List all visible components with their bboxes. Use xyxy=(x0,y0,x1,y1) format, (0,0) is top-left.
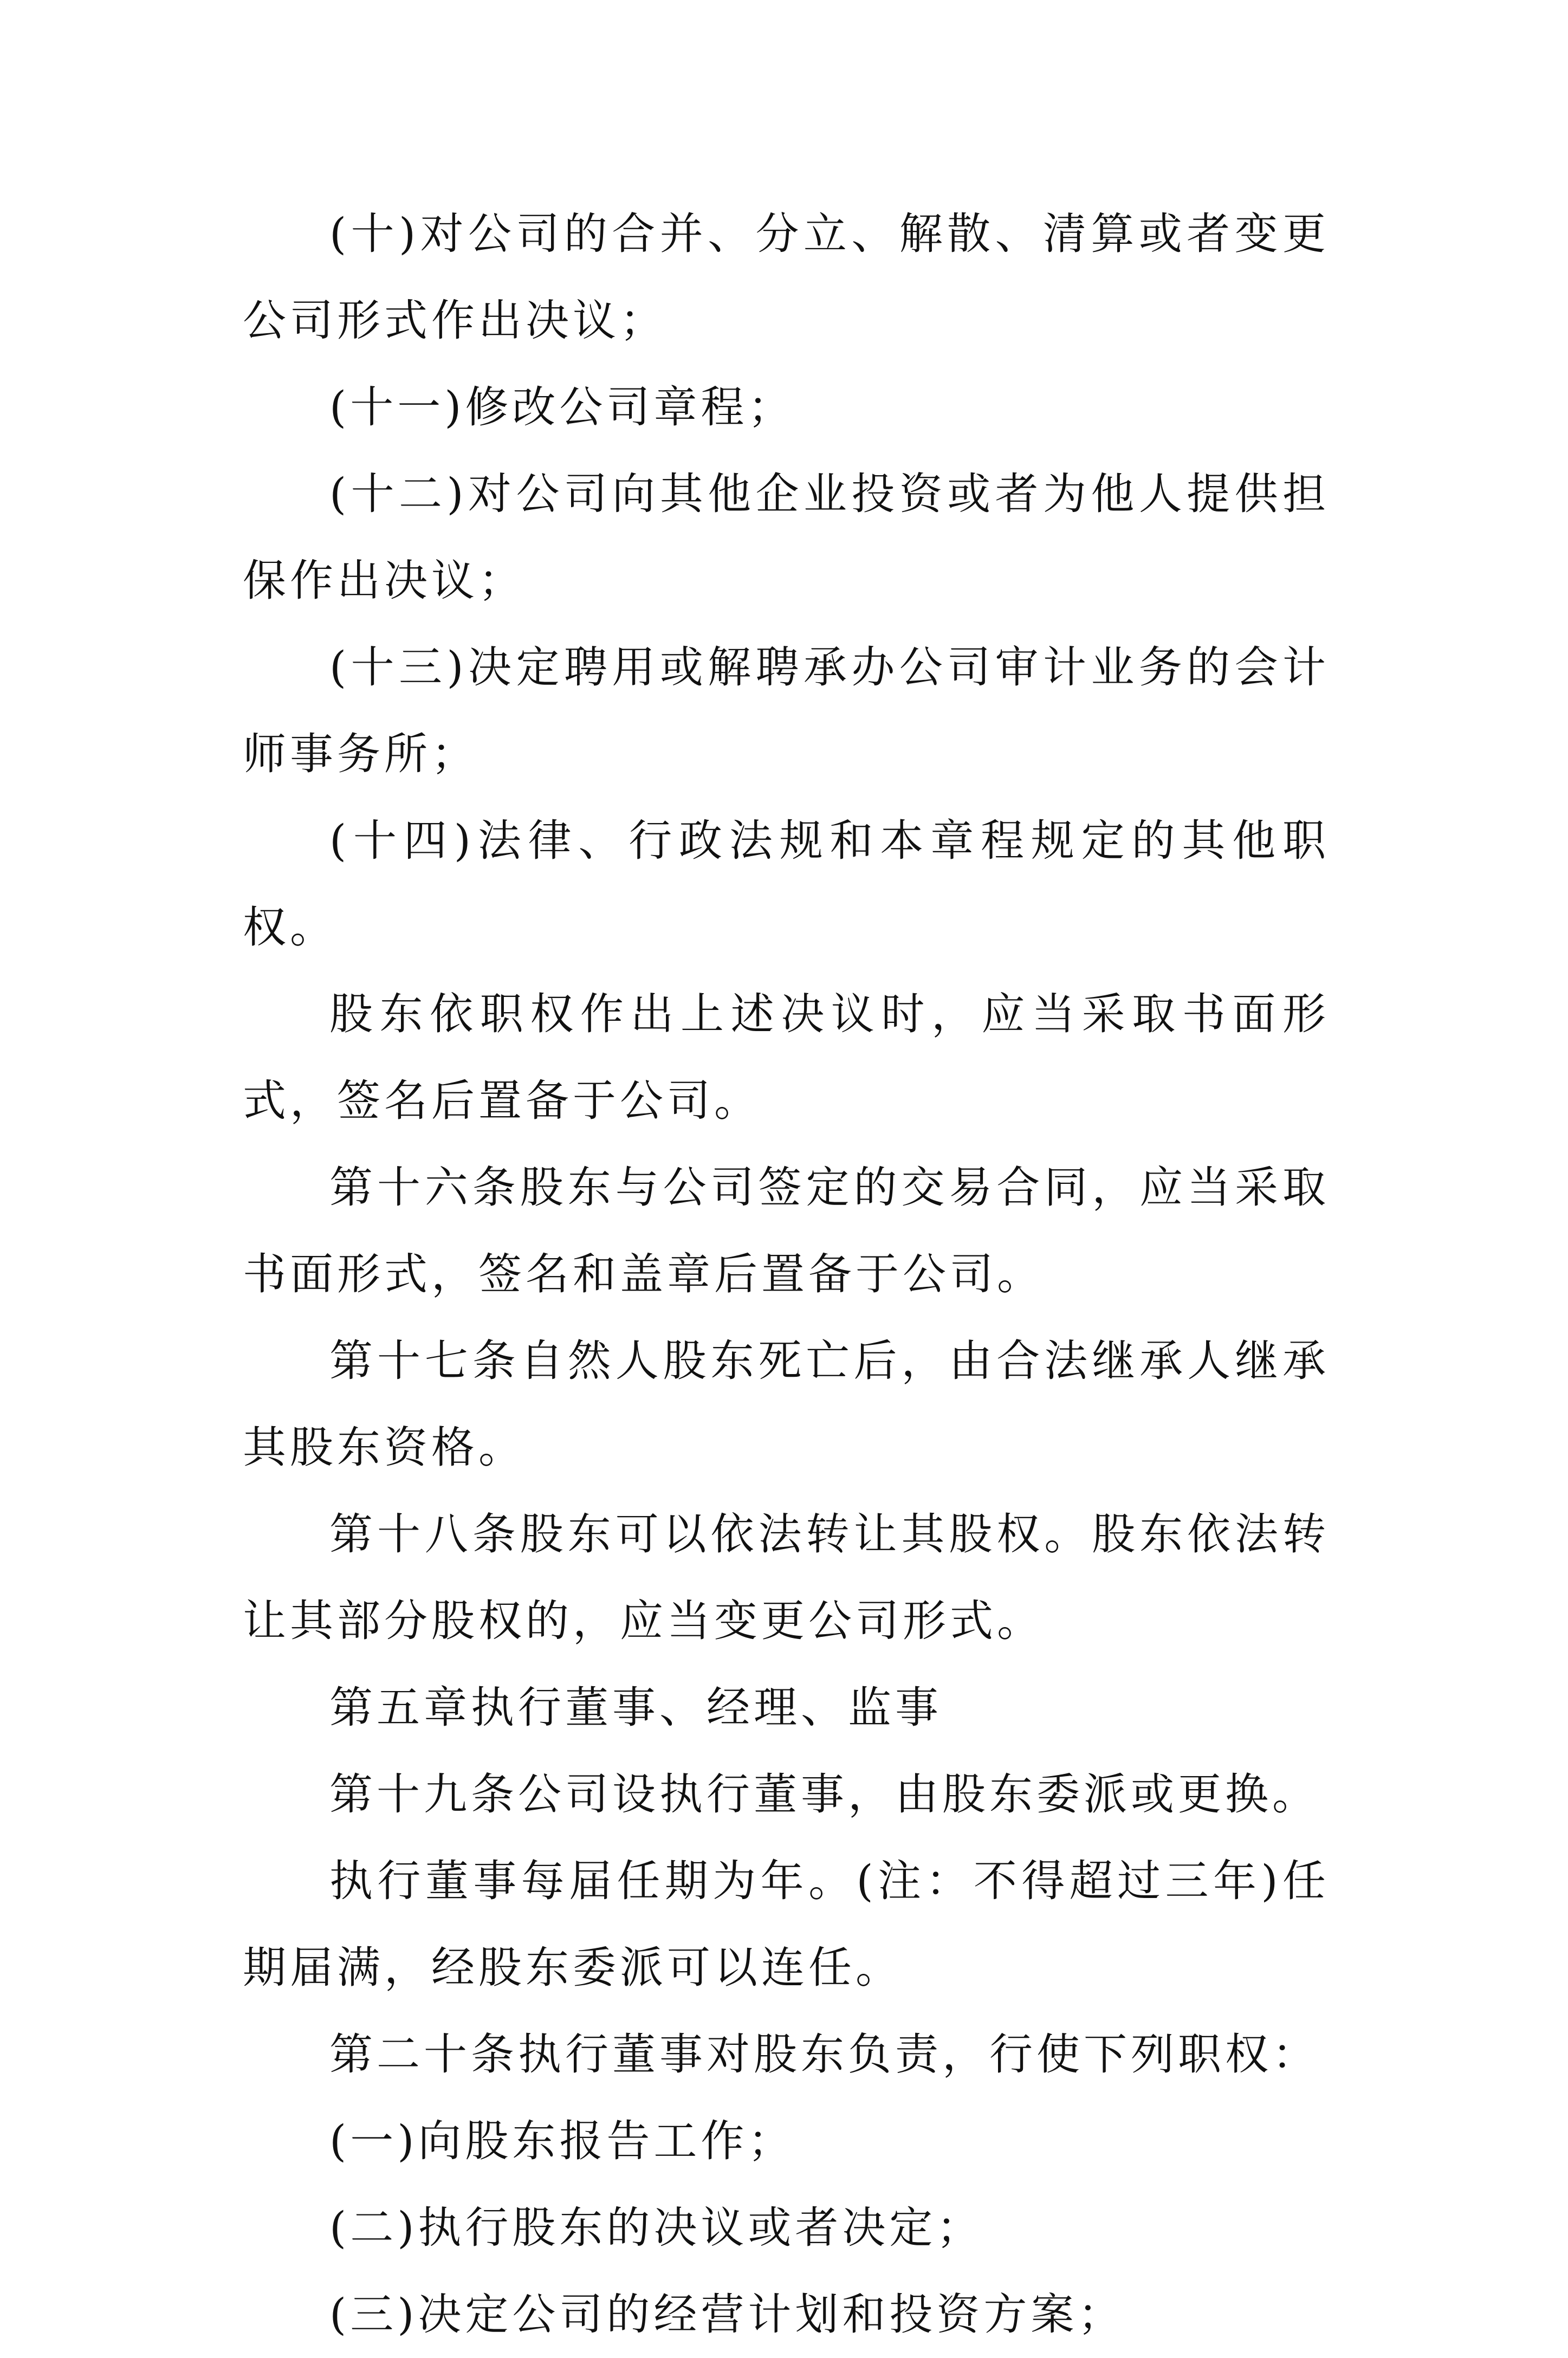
paragraph-director-term: 执行董事每届任期为年。(注：不得超过三年)任期届满，经股东委派可以连任。 xyxy=(243,1856,1330,1993)
paragraph-article-17: 第十七条自然人股东死亡后，由合法继承人继承其股东资格。 xyxy=(243,1336,1330,1473)
paragraph-item-1: (一)向股东报告工作； xyxy=(329,2116,795,2166)
paragraph-article-20: 第二十条执行董事对股东负责，行使下列职权： xyxy=(329,2029,1319,2080)
paragraph-item-14: (十四)法律、行政法规和本章程规定的其他职权。 xyxy=(243,815,1330,953)
paragraph-item-13: (十三)决定聘用或解聘承办公司审计业务的会计师事务所； xyxy=(243,642,1330,779)
paragraph-article-18: 第十八条股东可以依法转让其股权。股东依法转让其部分股权的，应当变更公司形式。 xyxy=(243,1509,1330,1646)
paragraph-item-2: (二)执行股东的决议或者决定； xyxy=(329,2202,984,2253)
paragraph-article-19: 第十九条公司设执行董事，由股东委派或更换。 xyxy=(329,1769,1319,1819)
paragraph-item-12: (十二)对公司向其他企业投资或者为他人提供担保作出决议； xyxy=(243,469,1330,606)
paragraph-item-3: (三)决定公司的经营计划和投资方案； xyxy=(329,2289,1125,2340)
chapter-heading-5: 第五章执行董事、经理、监事 xyxy=(329,1682,942,1733)
paragraph-written-resolution: 股东依职权作出上述决议时，应当采取书面形式，签名后置备于公司。 xyxy=(243,989,1330,1126)
paragraph-article-16: 第十六条股东与公司签定的交易合同，应当采取书面形式，签名和盖章后置备于公司。 xyxy=(243,1162,1330,1299)
paragraph-item-10: (十)对公司的合并、分立、解散、清算或者变更公司形式作出决议； xyxy=(243,209,1330,346)
paragraph-item-11: (十一)修改公司章程； xyxy=(329,382,795,432)
document-body xyxy=(243,191,1330,2358)
